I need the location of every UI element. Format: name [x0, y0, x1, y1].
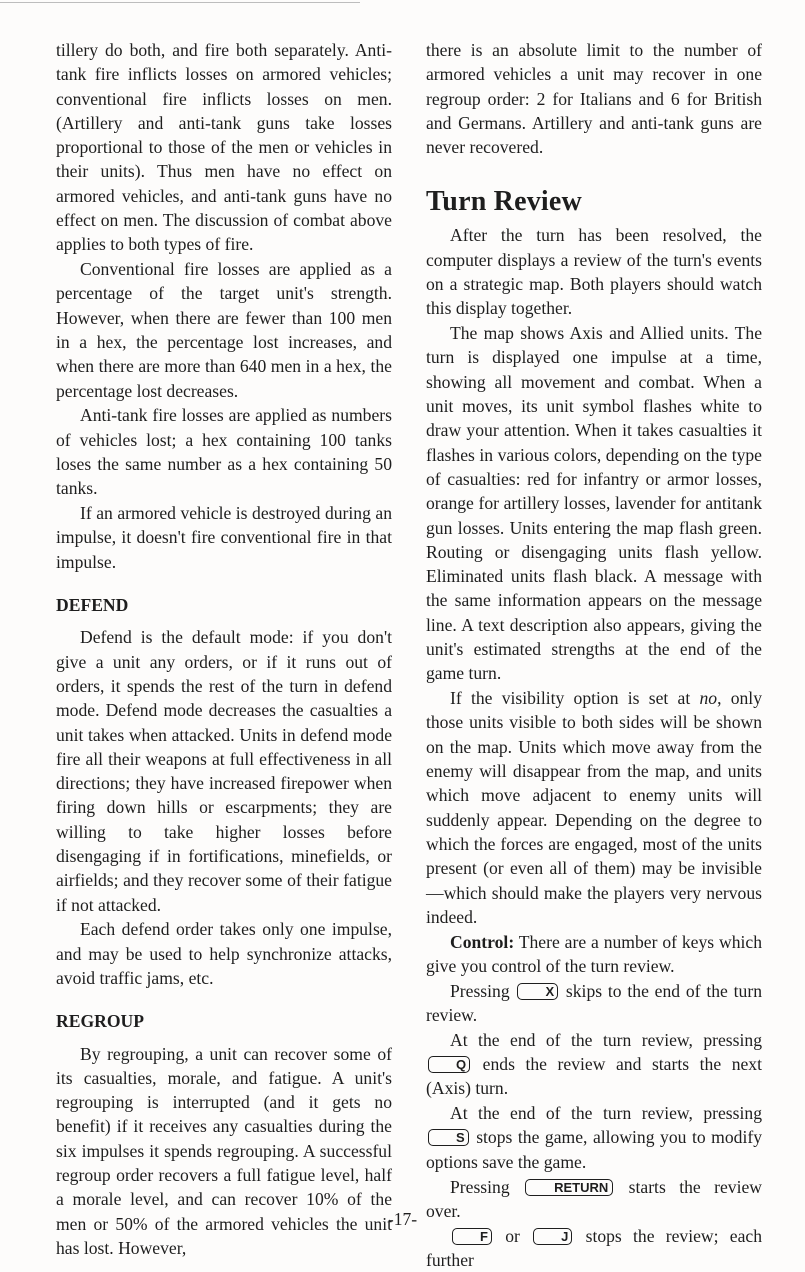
paragraph: Anti-tank fire losses are applied as numbers of vehicles lost; a hex containing 100 tanks loses the same number as a hex containing 50 tanks. [56, 405, 392, 499]
paragraph: Each defend order takes only one impulse, and may be used to help synchronize attacks, avoid traffic jams, etc. [56, 919, 392, 988]
defend-heading: DEFEND [56, 595, 129, 616]
paragraph: Defend is the default mode: if you don't give a unit any orders, or if it runs out of orders, it spends the rest of the turn in defend mode. Defend mode decreases the casualties a unit takes when attacked. Units in defend mode fire all their weapons at full effectiveness in all directions; they have increased firepower when firing down hills or escarpments; they are willing to take higher losses before disengaging if in fortifications, minefields, or airfields; and they recover some of their fatigue if not attacked. [56, 627, 392, 915]
text: skips to the end of the turn review. [426, 980, 762, 1025]
paragraph [426, 686, 762, 929]
page-top-rule [0, 2, 360, 3]
paragraph: tillery do both, and fire both separately. Anti-tank fire inflicts losses on armored vehicles; conventional fire inflicts losses on men. (Artillery and anti-tank guns take losses proportional to those of the men or vehicles in their units). Thus men have no effect on armored vehicles, and anti-tank guns have no effect on men. The discussion of combat above applies to both types of fire. [56, 40, 392, 255]
text: There are a number of keys which give you control of the turn review. [426, 931, 762, 976]
text: If the visibility option is set at [450, 688, 700, 709]
control-label: Control: [450, 931, 515, 952]
paragraph [426, 1028, 762, 1101]
visibility-value: no [699, 688, 718, 709]
paragraph [426, 1101, 762, 1174]
text: or [493, 1225, 532, 1246]
text: Pressing [450, 1176, 524, 1197]
paragraph [426, 1224, 762, 1272]
text: stops the review; each further [426, 1225, 762, 1270]
text: At the end of the turn review, pressing [450, 1029, 762, 1050]
paragraph [426, 930, 762, 979]
left-column [56, 38, 392, 1260]
paragraph: After the turn has been resolved, the computer displays a review of the turn's events on a strategic map. Both players should watch this display together. [426, 225, 762, 319]
key-x-icon: X [517, 983, 558, 1000]
right-column [426, 38, 762, 1272]
text: , only those units visible to both sides will be shown on the map. Units which move away from the enemy will disappear from the map, and units which move adjacent to enemy units will suddenly appear. Depending on the degree to which the forces are engaged, most of the units present (or even all of them) may be invisible—which should make the players very nervous indeed. [426, 688, 762, 927]
paragraph: there is an absolute limit to the number of armored vehicles a unit may recover in one regroup order: 2 for Italians and 6 for British and Germans. Artillery and anti-tank guns are never recovered. [426, 40, 762, 158]
page-number: -17- [387, 1209, 418, 1229]
section-title: Turn Review [426, 186, 582, 218]
key-s-icon: S [428, 1129, 469, 1146]
regroup-heading: REGROUP [56, 1011, 144, 1032]
key-j-icon: J [533, 1228, 572, 1245]
text: Pressing [450, 980, 516, 1001]
key-f-icon: F [452, 1228, 492, 1245]
text: starts the review over. [426, 1176, 762, 1221]
paragraph: Conventional fire losses are applied as a percentage of the target unit's strength. However, when there are fewer than 100 men in a hex, the percentage lost increases, and when there are more than 640 men in a hex, the percentage lost decreases. [56, 259, 392, 401]
text: stops the game, allowing you to modify options save the game. [426, 1127, 762, 1172]
text: ends the review and starts the next (Axis) turn. [426, 1054, 762, 1099]
paragraph: If an armored vehicle is destroyed during an impulse, it doesn't fire conventional fire in that impulse. [56, 503, 392, 572]
key-return-icon: RETURN [525, 1179, 613, 1196]
paragraph: By regrouping, a unit can recover some of its casualties, morale, and fatigue. A unit's regrouping is interrupted (and it gets no benefit) if it receives any casualties during the six impulses it spends regrouping. A successful regroup order recovers a full fatigue level, half a morale level, and can recover 10% of the men or 50% of the armored vehicles the unit has lost. However, [56, 1043, 392, 1258]
paragraph [426, 979, 762, 1028]
text: At the end of the turn review, pressing [450, 1103, 762, 1124]
paragraph: The map shows Axis and Allied units. The turn is displayed one impulse at a time, showing all movement and combat. When a unit moves, its unit symbol flashes white to draw your attention. When it takes casualties it flashes in various colors, depending on the type of casualties: red for infantry or armor losses, orange for artillery losses, lavender for antitank gun losses. Units entering the map flash green. Routing or disengaging units flash yellow. Eliminated units flash black. A message with the same information appears on the message line. A text description also appears, giving the unit's estimated strengths at the end of the game turn. [426, 323, 762, 684]
key-q-icon: Q [428, 1056, 470, 1073]
